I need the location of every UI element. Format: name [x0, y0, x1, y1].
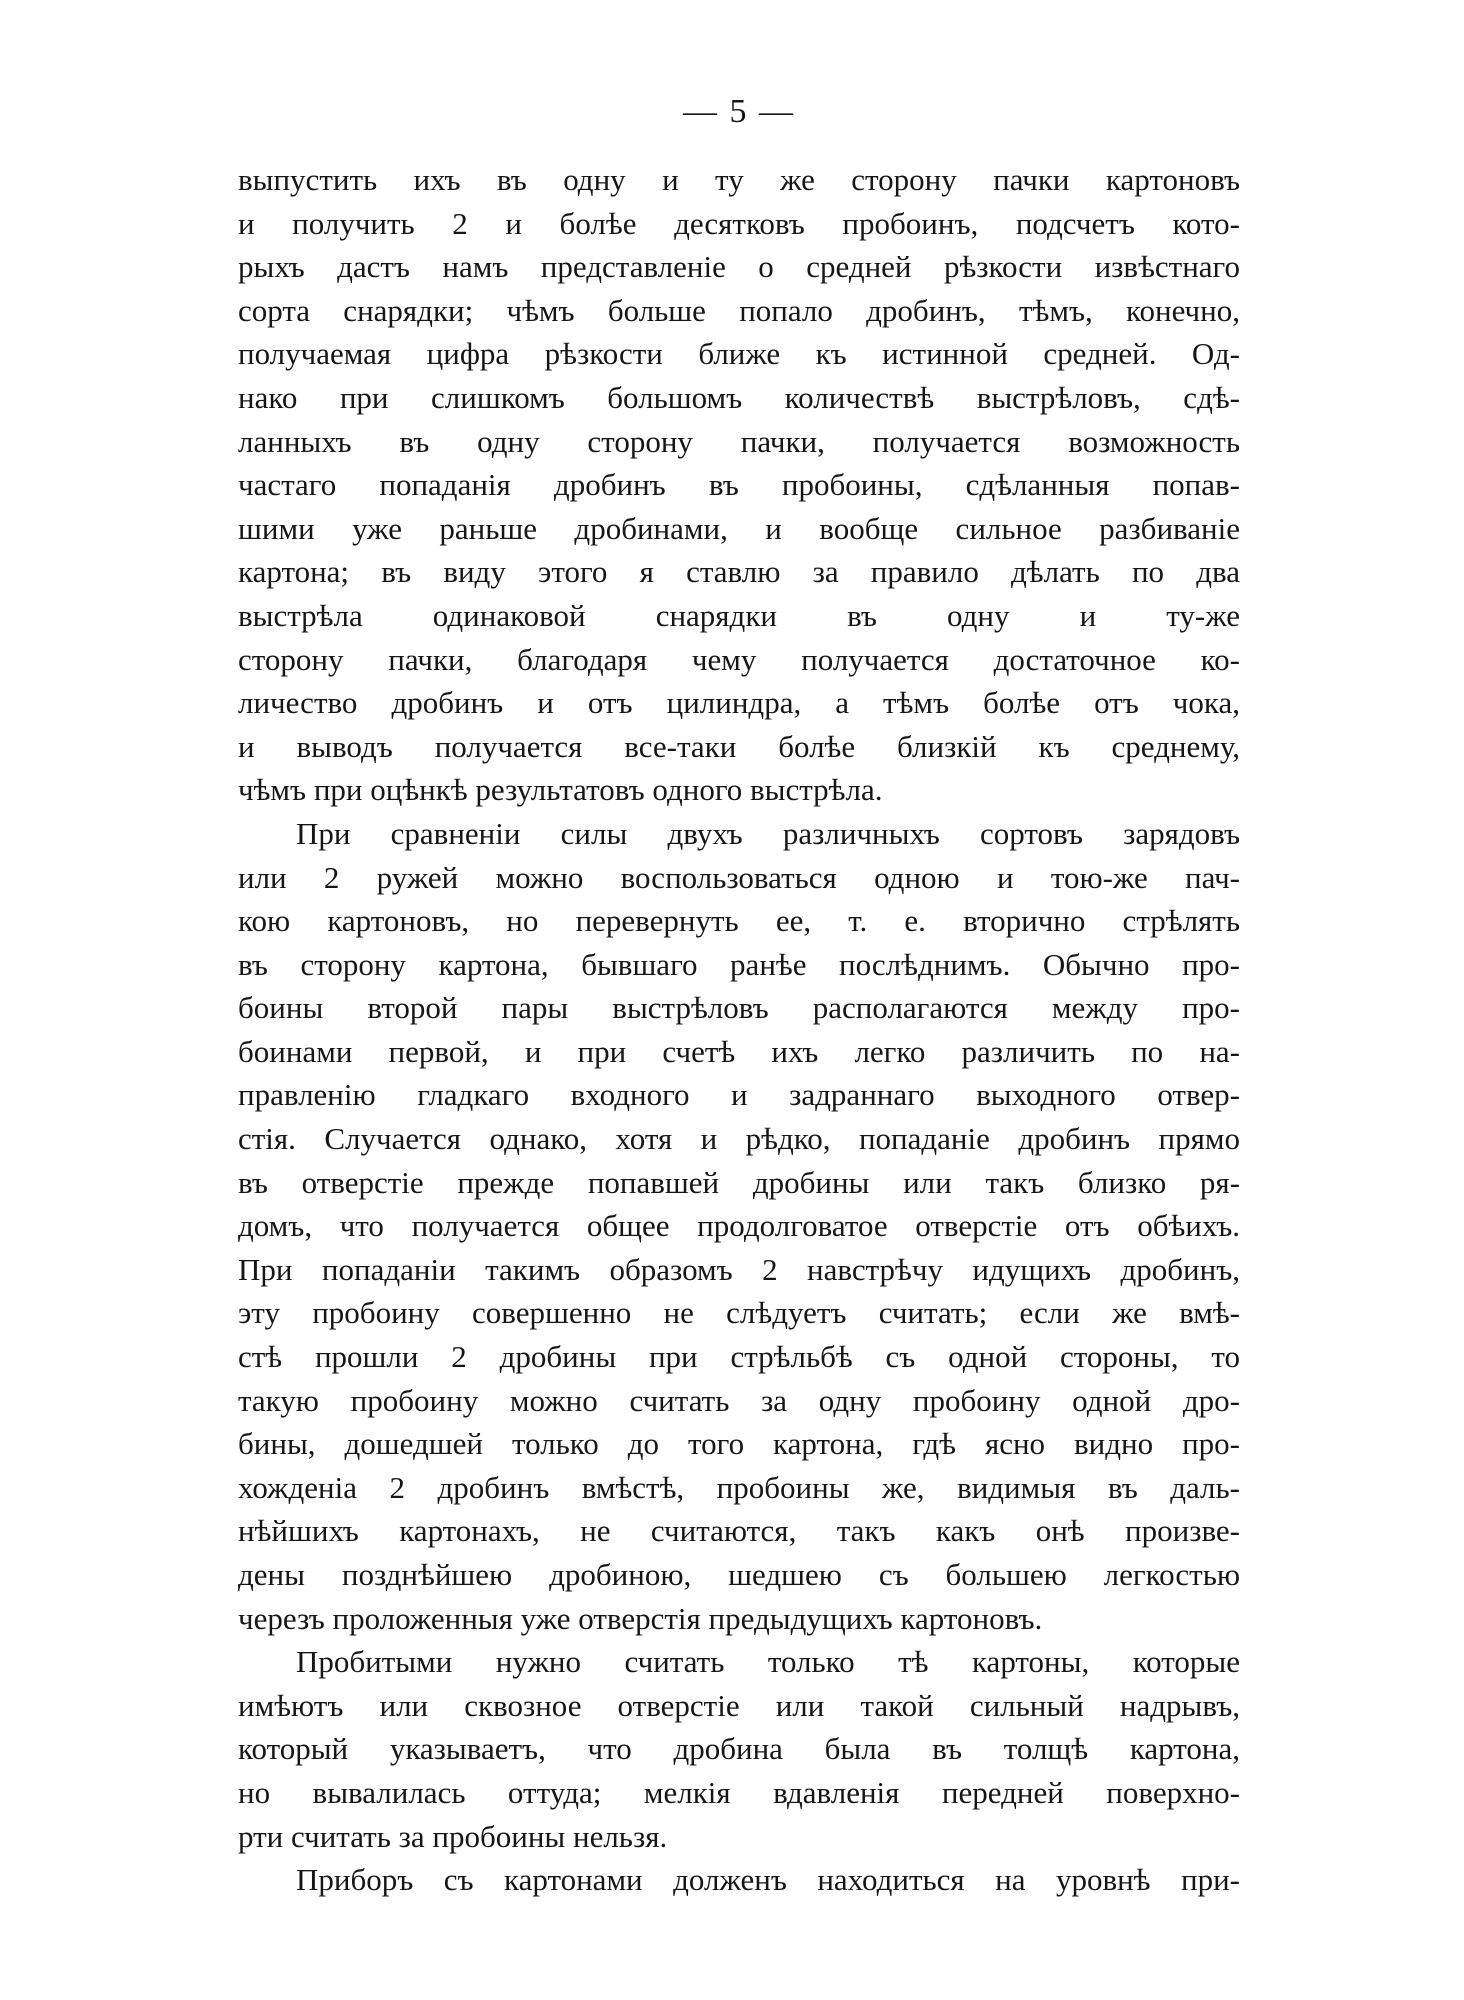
- text-line: стѣ прошли 2 дробины при стрѣльбѣ съ одной стороны, то: [238, 1339, 1240, 1375]
- text-line: ланныхъ въ одну сторону пачки, получается возможность: [238, 423, 1240, 459]
- paragraph: [238, 158, 1240, 812]
- text-line: эту пробоину совершенно не слѣдуетъ считать; если же вмѣ-: [238, 1295, 1240, 1331]
- text-line: При попаданіи такимъ образомъ 2 навстрѣчу идущихъ дробинъ,: [238, 1251, 1240, 1287]
- text-line: сорта снарядки; чѣмъ больше попало дробинъ, тѣмъ, конечно,: [238, 292, 1240, 328]
- text-line: бины, дошедшей только до того картона, гдѣ ясно видно про-: [238, 1426, 1240, 1462]
- text-line: хожденіа 2 дробинъ вмѣстѣ, пробоины же, видимыя въ даль-: [238, 1469, 1240, 1505]
- text-line: нако при слишкомъ большомъ количествѣ выстрѣловъ, сдѣ-: [238, 379, 1240, 415]
- text-line: стія. Случается однако, хотя и рѣдко, попаданіе дробинъ прямо: [238, 1121, 1240, 1157]
- document-page: [238, 92, 1240, 1902]
- text-line: кою картоновъ, но перевернуть ее, т. е. вторично стрѣлять: [238, 903, 1240, 939]
- text-line: боины второй пары выстрѣловъ располагаются между про-: [238, 990, 1240, 1026]
- text-line: частаго попаданія дробинъ въ пробоины, сдѣланныя попав-: [238, 467, 1240, 503]
- text-line: и выводъ получается все-таки болѣе близкій къ среднему,: [238, 728, 1240, 764]
- text-line: боинами первой, и при счетѣ ихъ легко различить по на-: [238, 1033, 1240, 1069]
- text-line: картона; въ виду этого я ставлю за правило дѣлать по два: [238, 554, 1240, 590]
- text-line: который указываетъ, что дробина была въ толщѣ картона,: [238, 1731, 1240, 1767]
- text-line: правленію гладкаго входного и задраннаго выходного отвер-: [238, 1077, 1240, 1113]
- page-number: — 5 —: [683, 93, 795, 130]
- paragraph: [238, 812, 1240, 1640]
- text-line: выстрѣла одинаковой снарядки въ одну и ту-же: [238, 597, 1240, 633]
- text-line: домъ, что получается общее продолговатое отверстіе отъ обѣихъ.: [238, 1208, 1240, 1244]
- text-line: выпустить ихъ въ одну и ту же сторону пачки картоновъ: [238, 162, 1240, 197]
- paragraph: [238, 1640, 1240, 1858]
- text-line: нѣйшихъ картонахъ, не считаются, такъ какъ онѣ произве-: [238, 1513, 1240, 1549]
- text-line: Приборъ съ картонами долженъ находиться на уровнѣ при-: [296, 1862, 1240, 1898]
- text-line: Пробитыми нужно считать только тѣ картоны, которые: [296, 1644, 1240, 1680]
- text-line: или 2 ружей можно воспользоваться одною и тою-же пач-: [238, 859, 1240, 895]
- text-line: черезъ проложенныя уже отверстія предыдущихъ картоновъ.: [238, 1600, 1043, 1636]
- text-line: сторону пачки, благодаря чему получается достаточное ко-: [238, 641, 1240, 677]
- text-line: получаемая цифра рѣзкости ближе къ истинной средней. Од-: [238, 336, 1240, 372]
- paragraph: [238, 1858, 1240, 1902]
- text-line: такую пробоину можно считать за одну пробоину одной дро-: [238, 1382, 1240, 1418]
- text-line: При сравненіи силы двухъ различныхъ сортовъ зарядовъ: [296, 815, 1240, 851]
- text-line: чѣмъ при оцѣнкѣ результатовъ одного выстрѣла.: [238, 772, 883, 808]
- text-line: въ отверстіе прежде попавшей дробины или такъ близко ря-: [238, 1164, 1240, 1200]
- text-line: и получить 2 и болѣе десятковъ пробоинъ, подсчетъ кото-: [238, 205, 1240, 241]
- text-line: въ сторону картона, бывшаго ранѣе послѣднимъ. Обычно про-: [238, 946, 1240, 982]
- text-line: рти считать за пробоины нельзя.: [238, 1818, 668, 1854]
- text-line: имѣютъ или сквозное отверстіе или такой сильный надрывъ,: [238, 1687, 1240, 1723]
- text-body: [238, 158, 1240, 1902]
- text-line: рыхъ дастъ намъ представленіе о средней рѣзкости извѣстнаго: [238, 249, 1240, 285]
- text-line: но вывалилась оттуда; мелкія вдавленія передней поверхно-: [238, 1774, 1240, 1810]
- text-line: шими уже раньше дробинами, и вообще сильное разбиваніе: [238, 510, 1240, 546]
- text-line: дены позднѣйшею дробиною, шедшею съ большею легкостью: [238, 1557, 1240, 1592]
- text-line: личество дробинъ и отъ цилиндра, а тѣмъ болѣе отъ чока,: [238, 685, 1240, 721]
